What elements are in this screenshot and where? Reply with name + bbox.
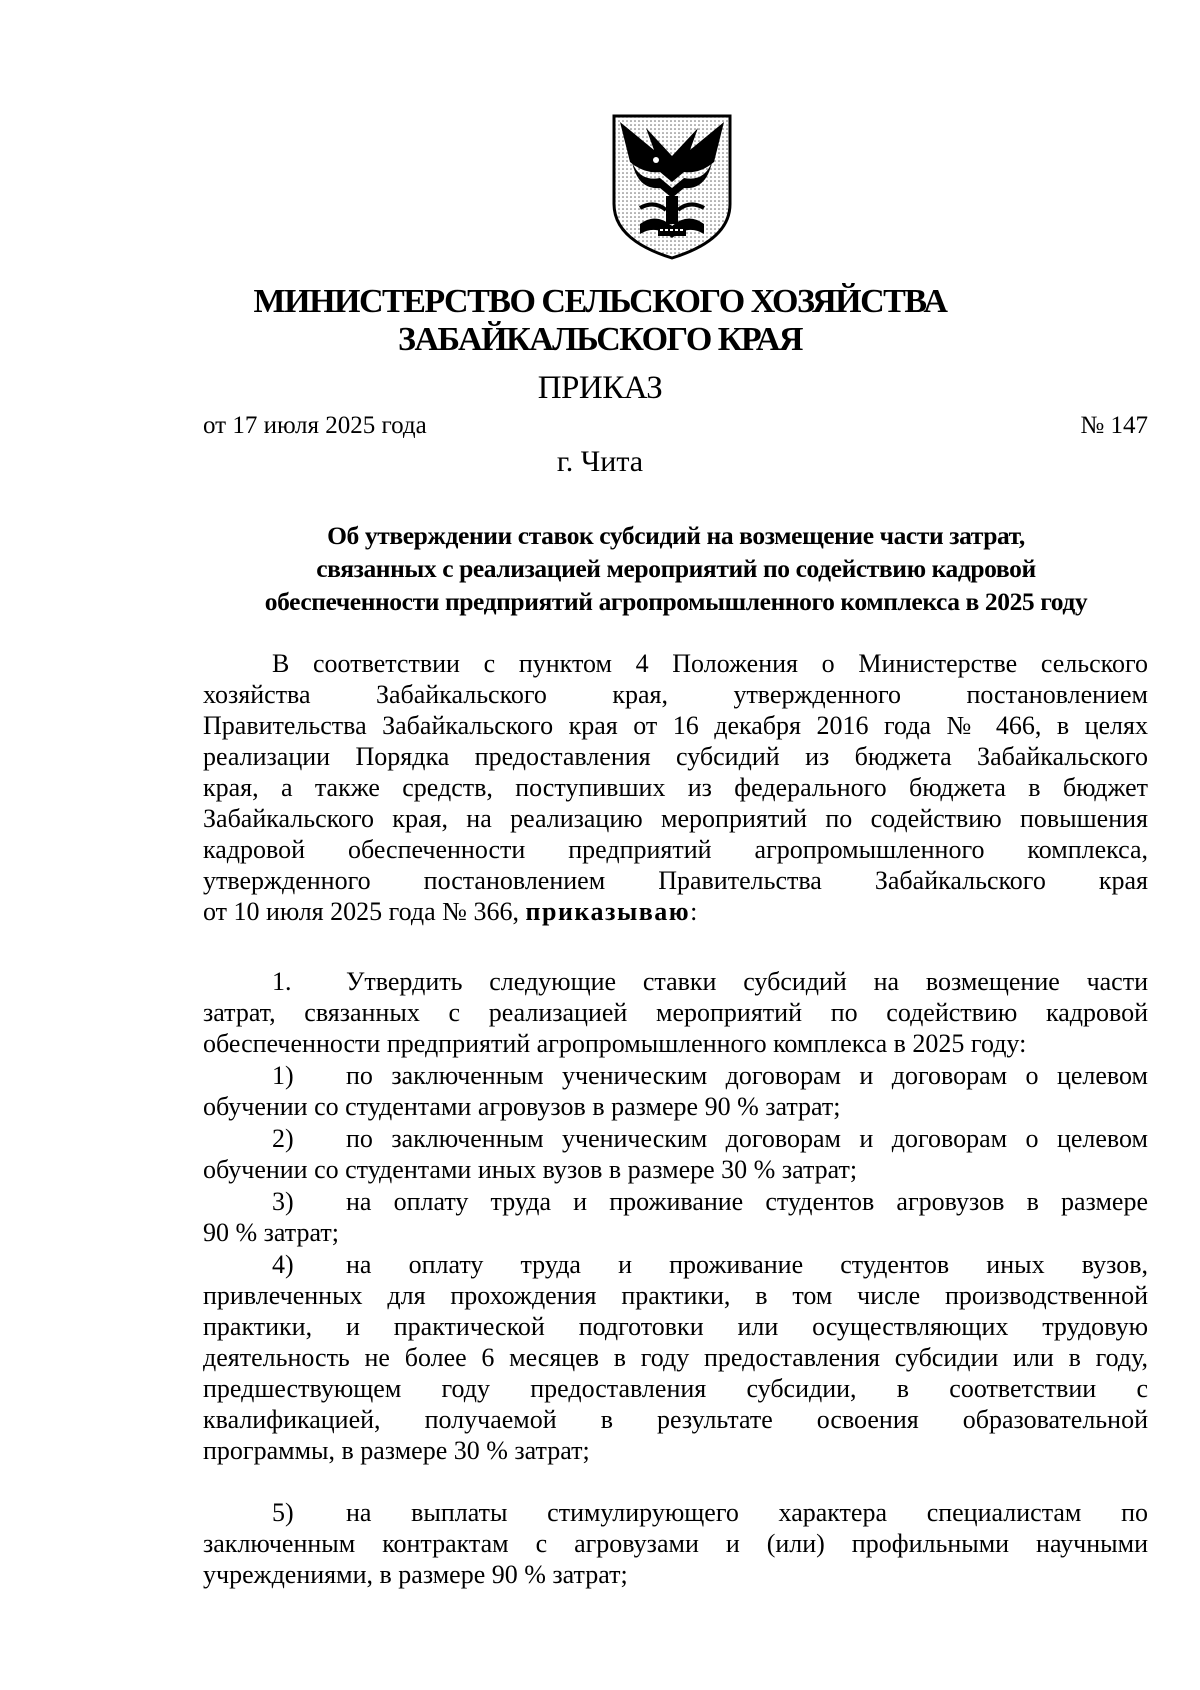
list-item-line xyxy=(272,1123,1148,1154)
item-number: 5) xyxy=(272,1498,294,1527)
preamble-line: Правительства Забайкальского края от 16 декабря 2016 года № 466, в целях xyxy=(203,711,1148,740)
clause-1-line: затрат, связанных с реализацией мероприятий по содействию кадровой xyxy=(203,998,1148,1027)
preamble-line: Забайкальского края, на реализацию мероприятий по содействию повышения xyxy=(203,804,1148,833)
preamble-line: края, а также средств, поступивших из федерального бюджета в бюджет xyxy=(203,773,1148,802)
list-item-line: привлеченных для прохождения практики, в том числе производственной xyxy=(203,1281,1148,1310)
document-title-line3: обеспеченности предприятий агропромышленного комплекса в 2025 году xyxy=(264,587,1088,616)
item-text: на выплаты стимулирующего характера специалистам по xyxy=(346,1498,1148,1527)
document-title-line1: Об утверждении ставок субсидий на возмещение части затрат, xyxy=(327,521,1025,550)
clause-text: Утвердить следующие ставки субсидий на возмещение части xyxy=(346,967,1148,996)
order-word: приказываю xyxy=(525,897,691,926)
item-number: 2) xyxy=(272,1124,294,1153)
list-item-line: предшествующем году предоставления субсидии, в соответствии с xyxy=(203,1374,1148,1403)
preamble-line: утвержденного постановлением Правительства Забайкальского края xyxy=(203,866,1148,895)
list-item-line: деятельность не более 6 месяцев в году предоставления субсидии или в году, xyxy=(203,1343,1148,1372)
document-type: ПРИКАЗ xyxy=(537,370,663,406)
preamble-line: хозяйства Забайкальского края, утвержденного постановлением xyxy=(203,680,1148,709)
list-item-line: обучении со студентами иных вузов в размере 30 % затрат; xyxy=(203,1155,858,1184)
document-city: г. Чита xyxy=(556,445,644,478)
clause-1-line: обеспеченности предприятий агропромышленного комплекса в 2025 году: xyxy=(203,1029,1027,1058)
list-item-line xyxy=(272,1060,1148,1091)
preamble-line: реализации Порядка предоставления субсидий из бюджета Забайкальского xyxy=(203,742,1148,771)
preamble-line-final xyxy=(203,896,1148,927)
item-text: на оплату труда и проживание студентов агровузов в размере xyxy=(346,1187,1148,1216)
list-item-line xyxy=(272,1249,1148,1280)
list-item-line xyxy=(272,1497,1148,1528)
order-colon: : xyxy=(690,897,698,926)
preamble-line: В соответствии с пунктом 4 Положения о Министерстве сельского xyxy=(272,649,1148,678)
list-item-line: обучении со студентами агровузов в размере 90 % затрат; xyxy=(203,1092,841,1121)
document-date: от 17 июля 2025 года xyxy=(203,412,427,439)
item-text: на оплату труда и проживание студентов иных вузов, xyxy=(346,1250,1148,1279)
item-number: 1) xyxy=(272,1061,294,1090)
preamble-text: от 10 июля 2025 года № 366, xyxy=(203,897,519,926)
document-title-line2: связанных с реализацией мероприятий по содействию кадровой xyxy=(316,554,1036,583)
item-number: 3) xyxy=(272,1187,294,1216)
list-item-line: заключенным контрактам с агровузами и (или) профильными научными xyxy=(203,1529,1148,1558)
list-item-line: учреждениями, в размере 90 % затрат; xyxy=(203,1560,628,1589)
clause-1-line xyxy=(272,966,1148,997)
list-item-line xyxy=(272,1186,1148,1217)
document-number: № 147 xyxy=(1080,412,1148,439)
ministry-name-line2: ЗАБАЙКАЛЬСКОГО КРАЯ xyxy=(398,321,802,358)
preamble-line: кадровой обеспеченности предприятий агропромышленного комплекса, xyxy=(203,835,1148,864)
item-text: по заключенным ученическим договорам и договорам о целевом xyxy=(346,1124,1148,1153)
list-item-line: программы, в размере 30 % затрат; xyxy=(203,1436,590,1465)
coat-of-arms-icon xyxy=(610,112,734,262)
ministry-name-line1: МИНИСТЕРСТВО СЕЛЬСКОГО ХОЗЯЙСТВА xyxy=(253,283,947,320)
clause-number: 1. xyxy=(272,967,292,996)
item-text: по заключенным ученическим договорам и договорам о целевом xyxy=(346,1061,1148,1090)
list-item-line: 90 % затрат; xyxy=(203,1218,339,1247)
item-number: 4) xyxy=(272,1250,294,1279)
list-item-line: квалификацией, получаемой в результате освоения образовательной xyxy=(203,1405,1148,1434)
list-item-line: практики, и практической подготовки или осуществляющих трудовую xyxy=(203,1312,1148,1341)
